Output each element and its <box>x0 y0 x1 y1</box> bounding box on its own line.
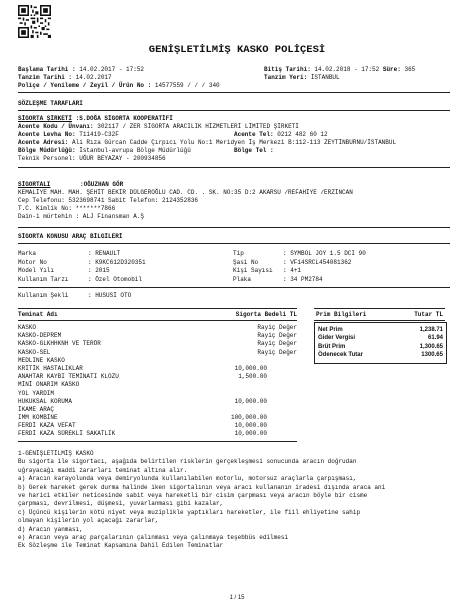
arac-label: Plaka <box>233 275 252 283</box>
clause-line: b) Gerek hareket gerek durma halinde iken sigortalının veya aracı kullananın iradesi dışında araca ani <box>18 483 386 491</box>
clause-line: d) Aracın yanması, <box>18 525 83 533</box>
arac-left <box>18 250 146 284</box>
divider <box>18 110 450 111</box>
table-row <box>18 349 297 357</box>
prim-name: Ödenecek Tutar <box>318 352 363 359</box>
teminat-table <box>18 324 297 439</box>
teminat-name: MİNİ ONARIM KASKO <box>18 381 80 389</box>
arac-value: : K9KC612D320351 <box>88 258 146 266</box>
teminat-name: ANAHTAR KAYBI TEMİNATI KLOZU <box>18 373 119 381</box>
baslama-label: Başlama Tarihi : <box>18 66 76 73</box>
teminat-name: KASKO-GLKHHKNH VE TERÖR <box>18 340 101 348</box>
tanzim-label: Tanzim Tarihi : <box>18 74 73 81</box>
arac-label: Kişi Sayısı <box>233 267 273 275</box>
table-row <box>18 430 297 438</box>
kullanim-value: : HUSUSİ OTO <box>88 292 132 299</box>
kullanim-row <box>18 292 132 300</box>
divider <box>18 243 450 244</box>
divider <box>18 441 297 442</box>
acente-tel-label: Acente Tel: <box>234 131 274 138</box>
teminat-value: 10,000.00 <box>234 422 267 430</box>
clause-line: c) Üçüncü kişilerin kötü niyet veya muziplikle yaptıkları hareketler, ile fiil ehliyetine sahip <box>18 508 361 516</box>
qr-code <box>18 5 51 38</box>
sure-label: Süre: <box>382 66 401 73</box>
table-row <box>18 324 297 332</box>
police-value: 14577559 / / / 340 <box>154 82 220 89</box>
prim-value: 61.94 <box>427 335 443 342</box>
sigortali-phones: Cep Telefonu: 5323698741 Sabit Telefon: 2124352836 <box>18 197 199 204</box>
table-row <box>18 357 297 365</box>
clause-line: e) Aracın veya araç parçalarının çalınması veya çalınmaya teşebbüs edilmesi <box>18 534 289 542</box>
teminat-value: Rayiç Değer <box>257 348 297 356</box>
clause-line: ve harici etkiler neticesinde sabit veya hareketli bir cisim çarpması veya aracın böyle bir cisme <box>18 492 368 500</box>
page-number: 1 / 15 <box>229 595 245 601</box>
divider <box>18 167 450 168</box>
kullanim-label: Kullanım Şekli <box>18 292 69 299</box>
personel-label: Teknik Personel: <box>18 155 76 162</box>
baslama-value: 14.02.2017 - 17:52 <box>79 66 145 73</box>
teminat-name: YOL YARDIM <box>18 389 55 397</box>
sigortali-block <box>18 181 458 221</box>
teminat-name: IMM KOMBİNE <box>18 414 58 422</box>
acente-kodu-value: 302117 / ZER SİGORTA ARACILIK HİZMETLERİ LİMİTED ŞİRKETİ <box>97 123 299 130</box>
teminat-name: FERDİ KAZA SÜREKLİ SAKATLIK <box>18 430 116 438</box>
personel-value: UĞUR BEYAZAY - 200934856 <box>79 155 166 162</box>
clause-line: a) Aracın karayolunda veya demiryolunda kullanılabilen motorlu, motorsuz araçlarla çarpışması, <box>18 475 357 483</box>
teminat-value: 10,000.00 <box>234 364 267 372</box>
prim-header <box>314 308 445 321</box>
table-row <box>18 373 297 381</box>
teminat-name: İKAME ARAÇ <box>18 405 55 413</box>
arac-value: : SYMBOL JOY 1.5 DCI 90 <box>283 250 366 257</box>
teminat-name: KASKO-SEL <box>18 348 51 356</box>
divider <box>18 227 450 228</box>
header-right <box>264 66 415 82</box>
arac-label: Marka <box>18 250 37 257</box>
arac-value: : VF14SRCL454081362 <box>283 258 352 266</box>
arac-label: Tip <box>233 250 244 257</box>
sirket-value: :S.DOĞA SİGORTA KOOPERATİFİ <box>75 115 173 122</box>
teminat-name: KASKO-DEPREM <box>18 332 62 340</box>
teminat-name: HUKUKSAL KORUMA <box>18 397 73 405</box>
document-title: GENİŞLETİLMİŞ KASKO POLİÇESİ <box>148 44 326 56</box>
sigortali-dain: Dain-i mürtehin : ALJ Finansman A.Ş <box>18 213 145 220</box>
clause-line: olmayan kişilerin yol açacağı zararlar, <box>18 517 159 525</box>
sigortali-address: KEMALİYE MAH. MAH. ŞEHİT BEKİR DÜLGEROĞLU CAD. CD. . SK. NO:35 D:2 AKARSU /REFAHİYE /ERZİNCAN <box>18 189 353 196</box>
bolge-value: İstanbul-avrupa Bölge Müdürlüğü <box>79 147 191 154</box>
clause-line: Ek Sözleşme ile Teminat Kapsamına Dahil Edilen Teminatlar <box>18 542 224 550</box>
arac-value: : 34 PM2784 <box>283 275 323 283</box>
arac-value: : RENAULT <box>88 250 121 257</box>
table-row <box>18 406 297 414</box>
teminat-value: 10,000.00 <box>234 397 267 405</box>
clauses-block <box>18 450 458 551</box>
sirket-label: SİGORTA ŞİRKETİ <box>18 115 73 122</box>
teminat-value: 1,500.00 <box>238 373 267 381</box>
table-row <box>318 351 443 359</box>
teminat-name: MEDLINE KASKO <box>18 356 65 364</box>
table-row <box>18 398 297 406</box>
taraflar-heading: SÖZLEŞME TARAFLARI <box>18 100 83 107</box>
acente-tel-value: 0212 482 60 12 <box>277 131 328 138</box>
table-row <box>18 390 297 398</box>
acente-kodu-label: Acente Kodu / Ünvanı: <box>18 123 94 130</box>
prim-table <box>318 326 443 360</box>
teminat-value: 100,000.00 <box>230 414 267 422</box>
header-left <box>18 66 220 90</box>
arac-label: Şasi No <box>233 258 259 266</box>
levha-label: Acente Levha No: <box>18 131 76 138</box>
table-row <box>18 422 297 430</box>
teminat-name: FERDİ KAZA VEFAT <box>18 422 76 430</box>
teminat-name: KASKO <box>18 324 37 331</box>
clause-line: çarpması, devrilmesi, düşmesi, yuvarlanması gibi kazalar, <box>18 500 224 508</box>
prim-name: Brüt Prim <box>318 343 346 350</box>
arac-value: : 4+1 <box>283 267 302 275</box>
taraflar-block <box>18 115 458 163</box>
tanzim-yeri-label: Tanzim Yeri: <box>264 74 308 81</box>
teminat-value: Rayiç Değer <box>257 340 297 348</box>
teminat-value: 10,000.00 <box>234 430 267 438</box>
bolge-label: Bölge Müdürlüğü: <box>18 147 76 154</box>
sigortali-name: :OĞUZHAN GÖR <box>80 181 124 188</box>
bitis-value: 14.02.2018 - 17:52 <box>314 66 380 73</box>
table-row <box>18 340 297 348</box>
acente-adres-label: Acente Adresi: <box>18 139 69 146</box>
arac-value: : Özel Otomobil <box>88 275 143 283</box>
acente-adres-value: Ali Rıza Gürcan Cadde Çırpıcı Yolu No:1 Meridyen İş Merkezi B:112-113 ZEYTİNBURNU/İSTANBUL <box>72 139 397 146</box>
police-label: Poliçe / Yenileme / Zeyil / Ürün No : <box>18 82 152 89</box>
prim-value: 1,300.65 <box>419 343 443 350</box>
table-row <box>18 365 297 373</box>
sure-value: 365 <box>404 66 416 73</box>
arac-value: : 2015 <box>88 267 110 275</box>
arac-right <box>233 250 366 284</box>
arac-label: Motor No <box>18 258 47 266</box>
tanzim-yeri-value: İSTANBUL <box>310 74 340 81</box>
levha-value: T11419-C32F <box>79 131 119 138</box>
table-row <box>318 343 443 351</box>
prim-value: 1300.65 <box>421 352 443 359</box>
table-row <box>18 381 297 389</box>
divider <box>18 287 450 288</box>
prim-col-tutar: Tutar TL <box>414 311 443 318</box>
teminat-name: KRİTİK HASTALIKLAR <box>18 364 83 372</box>
sigortali-label: SİGORTALI <box>18 181 51 188</box>
prim-name: Gider Vergisi <box>318 335 356 342</box>
clause-line: Bu sigorta ile sigortacı, aşağıda belirtilen risklerin gerçekleşmesi sonucunda aracın doğrudan <box>18 458 357 466</box>
table-row <box>318 326 443 334</box>
clauses-heading: 1-GENİŞLETİLMİŞ KASKO <box>18 450 94 457</box>
table-row <box>318 334 443 342</box>
teminat-value: Rayiç Değer <box>257 324 297 331</box>
arac-heading: SİGORTA KONUSU ARAÇ BİLGİLERİ <box>18 233 123 240</box>
arac-label: Kullanım Tarzı <box>18 275 69 283</box>
teminat-col-name: Teminat Adı <box>18 311 58 318</box>
bitis-label: Bitiş Tarihi: <box>264 66 311 73</box>
prim-value: 1,238.71 <box>419 327 443 333</box>
teminat-value: Rayiç Değer <box>257 332 297 340</box>
tanzim-value: 14.02.2017 <box>75 74 112 81</box>
teminat-col-bedel: Sigorta Bedeli TL <box>235 311 297 318</box>
prim-col-name: Prim Bilgileri <box>316 311 367 318</box>
divider <box>18 92 450 93</box>
clause-line: uğrayacağı maddi zararları teminat altına alır. <box>18 466 188 474</box>
prim-box <box>314 322 447 364</box>
sigortali-tc: T.C. Kimlik No: *******7866 <box>18 205 116 212</box>
teminat-header <box>18 308 297 321</box>
table-row <box>18 414 297 422</box>
bolge-tel-label: Bölge Tel : <box>234 147 274 154</box>
prim-name: Net Prim <box>318 327 343 333</box>
arac-label: Model Yılı <box>18 267 55 275</box>
table-row <box>18 332 297 340</box>
